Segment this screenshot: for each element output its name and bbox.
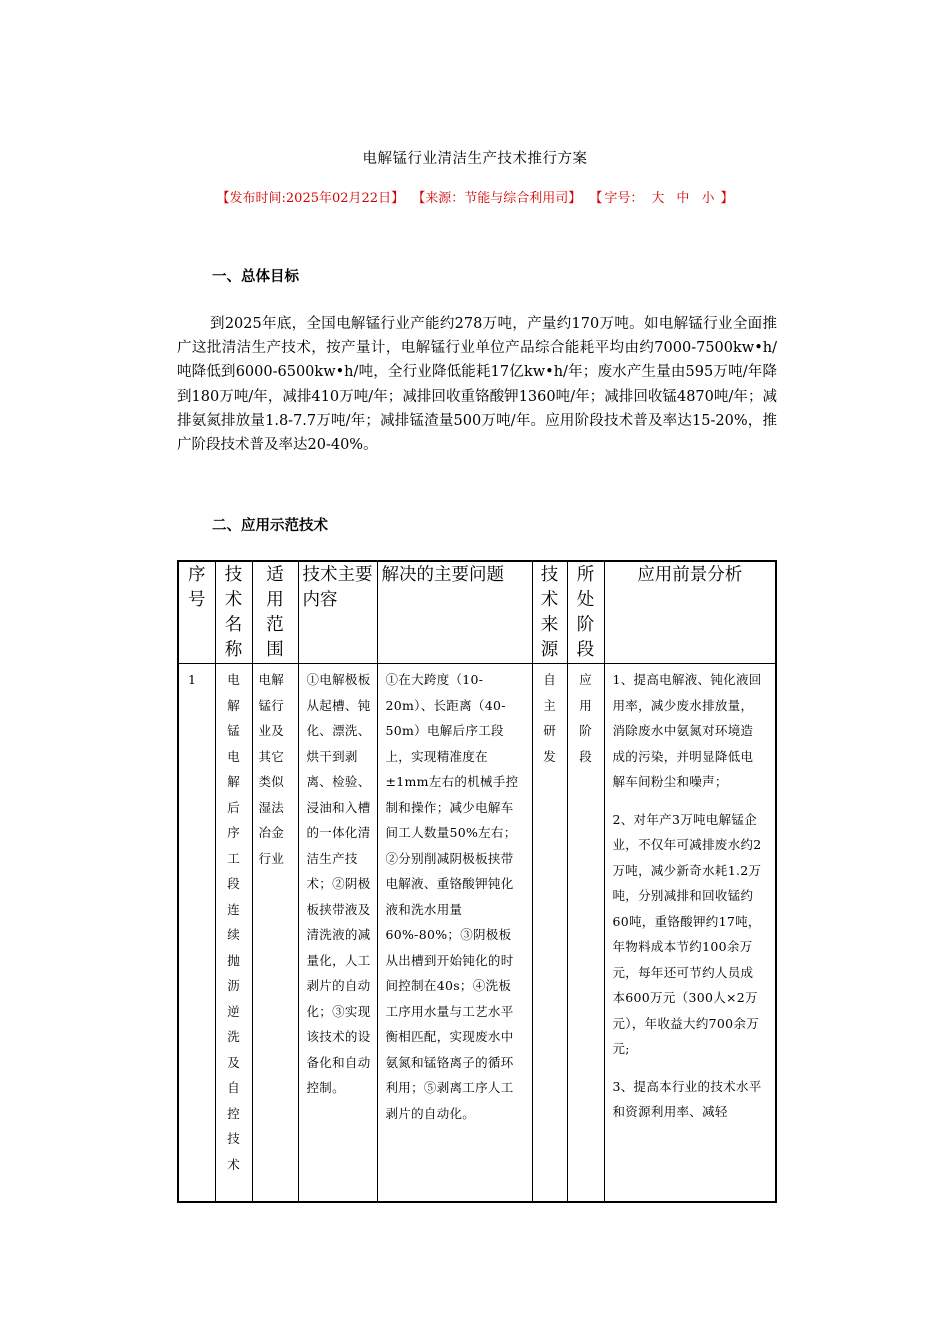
font-size-label: 【 字号： 大 中 小 】 <box>589 191 734 206</box>
prospect-item-3: 3、提高本行业的技术水平和资源利用率、减轻 <box>612 1078 762 1119</box>
cell-no: 1 <box>178 664 215 1203</box>
font-size-large[interactable]: 大 <box>651 191 665 206</box>
col-header-content: 技术主要内容 <box>298 561 377 664</box>
source: 【来源：节能与综合利用司】 <box>412 191 582 206</box>
table-header-row <box>178 561 776 664</box>
prospect-item-1: 1、提高电解液、钝化液回用率，减少废水排放量，消除废水中氨氮对环境造成的污染，并明显降低电解车间粉尘和噪声； <box>612 672 762 789</box>
goals-paragraph: 到2025年底，全国电解锰行业产能约278万吨，产量约170万吨。如电解锰行业全面推广这批清洁生产技术，按产量计，电解锰行业单位产品综合能耗平均由约7000-7500kw•h/吨降低到6000-6500kw•h/吨，全行业降低能耗17亿kw•h/年；废水产生量由595万吨/年降到180万吨/年，减排410万吨/年；减排回收重铬酸钾1360吨/年；减排回收锰4870吨/年；减排氨氮排放量1.8-7.7万吨/年；减排锰渣量500万吨/年。应用阶段技术普及率达15-20%，推广阶段技术普及率达20-40%。 <box>177 316 777 454</box>
cell-content: ①电解极板从起槽、钝化、漂洗、烘干到剥离、检验、浸油和入槽的一体化清洁生产技术；②阴极板挟带液及清洗液的减量化，人工剥片的自动化；③实现该技术的设备化和自动控制。 <box>298 664 377 1203</box>
col-header-source: 技术来源 <box>532 561 567 664</box>
font-size-small[interactable]: 小 <box>701 191 715 206</box>
document-meta <box>0 187 950 206</box>
cell-source: 自主研发 <box>532 664 567 1203</box>
table-row <box>178 664 776 1203</box>
cell-prospect <box>604 664 776 1203</box>
document-title: 电解锰行业清洁生产技术推行方案 <box>362 151 588 167</box>
col-header-scope: 适用范围 <box>252 561 298 664</box>
col-header-name: 技术名称 <box>215 561 252 664</box>
prospect-item-2: 2、对年产3万吨电解锰企业，不仅年可减排废水约2万吨，减少新奇水耗1.2万吨，分别减排和回收锰约60吨，重铬酸钾约17吨，年物料成本节约100余万元，每年还可节约人员成本600万元（300人×2万元），年收益大约700余万元; <box>612 811 762 1056</box>
col-header-no: 序号 <box>178 561 215 664</box>
publish-time: 【发布时间:2025年02月22日】 <box>216 191 405 206</box>
tech-table <box>177 560 777 1203</box>
col-header-problems: 解决的主要问题 <box>377 561 532 664</box>
section-heading-tech: 二、应用示范技术 <box>212 518 328 534</box>
col-header-stage: 所处阶段 <box>567 561 604 664</box>
cell-name: 电解锰电解后序工段连续抛沥逆洗及自控技术 <box>215 664 252 1203</box>
col-header-prospect: 应用前景分析 <box>604 561 776 664</box>
cell-scope: 电解锰行业及其它类似湿法冶金行业 <box>252 664 298 1203</box>
cell-problems: ①在大跨度（10-20m）、长距离（40-50m）电解后序工段上，实现精准度在±1mm左右的机械手控制和操作；减少电解车间工人数量50%左右；②分别削减阴极板挟带电解液、重铬酸钾钝化液和洗水用量60%-80%；③阴极板从出槽到开始钝化的时间控制在40s；④洗板工序用水量与工艺水平衡相匹配，实现废水中氨氮和锰铬离子的循环利用；⑤剥离工序人工剥片的自动化。 <box>377 664 532 1203</box>
font-size-medium[interactable]: 中 <box>676 191 690 206</box>
section-heading-goals: 一、总体目标 <box>212 269 299 285</box>
cell-stage: 应用阶段 <box>567 664 604 1203</box>
